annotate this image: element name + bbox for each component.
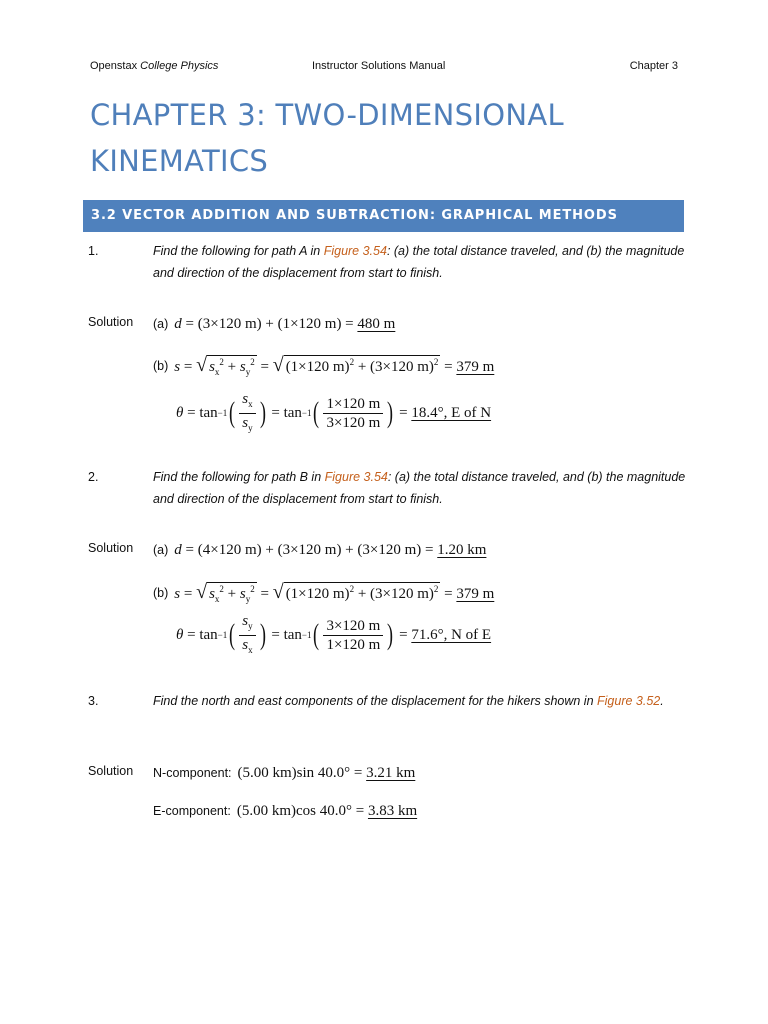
solution-2a: (a) d = (4×120 m) + (3×120 m) + (3×120 m) = 1.20 km (153, 541, 487, 558)
section-heading: 3.2 VECTOR ADDITION AND SUBTRACTION: GRAPHICAL METHODS (83, 200, 684, 232)
solution-2b: (b) s = √ $s_x^2 + s_y^2$ = √ (1×120 m)$^2$ + (3×120 m)$^2$ = 379 m (153, 581, 495, 604)
solution-3-e: E-component: (5.00 km)cos 40.0° = 3.83 km (153, 802, 418, 819)
figure-link[interactable]: Figure 3.54 (323, 244, 387, 258)
solution-label: Solution (88, 541, 134, 555)
solution-1a: (a) d = (3×120 m) + (1×120 m) = 480 m (153, 315, 396, 332)
solution-2b-angle: θ = tan −1 ( $\frac{s_y}{s_x}$ ) = tan −1 ( $\frac{3\times 120 m}{1\times 120 m}$ ) = 71.6°, N of E (176, 612, 492, 655)
figure-link[interactable]: Figure 3.52 (597, 694, 661, 708)
solution-3-n: N-component: (5.00 km)sin 40.0° = 3.21 km (153, 764, 416, 781)
header-right: Chapter 3 (629, 60, 678, 72)
chapter-title: CHAPTER 3: TWO-DIMENSIONAL KINEMATICS (90, 98, 564, 178)
page-header (90, 60, 678, 76)
problem-number: 2. (88, 470, 99, 484)
header-left: Openstax College Physics (90, 60, 219, 72)
problem-text: Find the north and east components of the displacement for the hikers shown in Figure 3.52. (153, 694, 664, 708)
solution-1b: (b) s = √ $s_x^2 + s_y^2$ = √ (1×120 m)$^2$ + (3×120 m)$^2$ = 379 m (153, 354, 495, 377)
problem-number: 3. (88, 694, 99, 708)
problem-number: 1. (88, 244, 99, 258)
problem-text: Find the following for path A in Figure 3.54: (a) the total distance traveled, and (b) the magnitude and direction of the displacement from start to finish. (153, 244, 685, 280)
problem-text: Find the following for path B in Figure 3.54: (a) the total distance traveled, and (b) the magnitude and direction of the displacement from start to finish. (153, 470, 686, 506)
solution-label: Solution (88, 315, 134, 329)
solution-label: Solution (88, 764, 134, 778)
solution-1b-angle: θ = tan −1 ( $\frac{s_x}{s_y}$ ) = tan −1 ( $\frac{1\times 120 m}{3\times 120 m}$ ) = 18.4°, E of N (176, 390, 492, 433)
figure-link[interactable]: Figure 3.54 (324, 470, 388, 484)
header-center: Instructor Solutions Manual (312, 60, 446, 72)
